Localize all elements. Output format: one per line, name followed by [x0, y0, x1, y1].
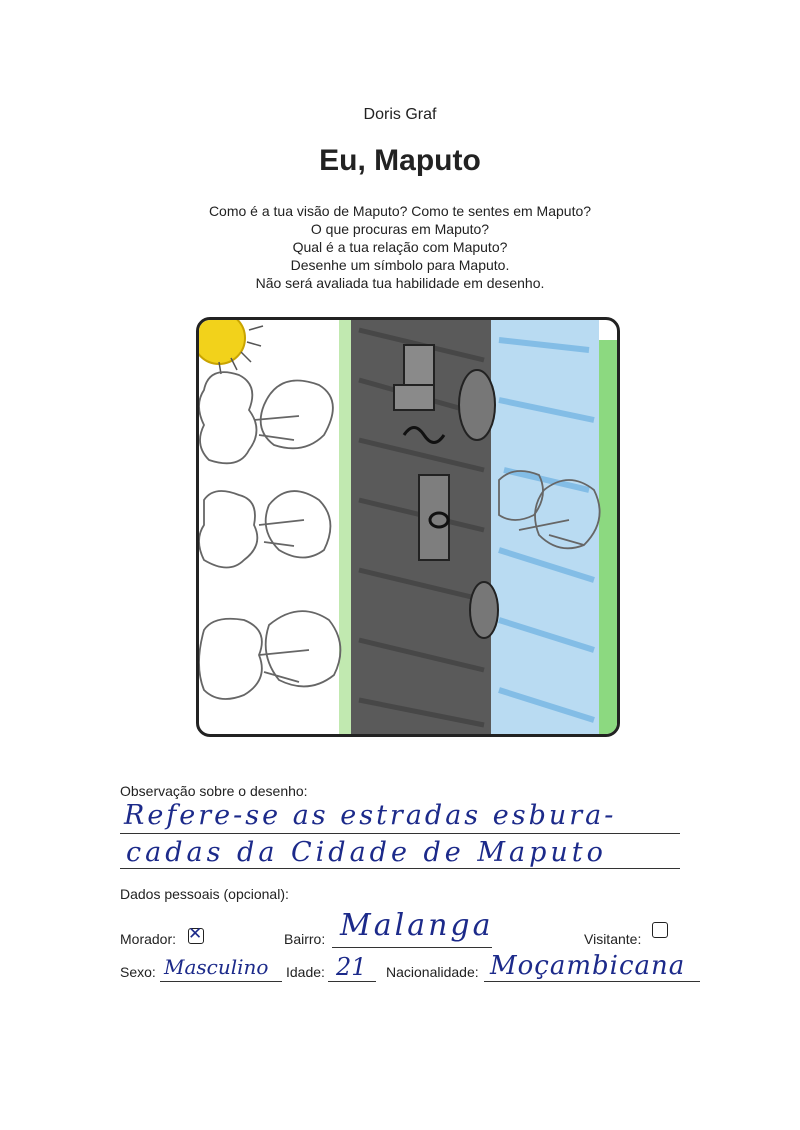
nationality-value: Moçambicana	[490, 951, 686, 981]
grass-strip-right	[597, 340, 617, 734]
water-area	[489, 320, 599, 734]
child-drawing	[199, 320, 617, 734]
prompt-line: Não será avaliada tua habilidade em desenho.	[255, 275, 545, 291]
author-name: Doris Graf	[363, 106, 437, 123]
prompt-line: Desenhe um símbolo para Maputo.	[290, 257, 510, 273]
observation-label: Observação sobre o desenho:	[120, 783, 308, 799]
road-car	[419, 475, 449, 560]
sex-value: Masculino	[164, 955, 269, 979]
rule-line	[120, 868, 680, 869]
road-car	[394, 385, 434, 410]
prompt-text	[0, 202, 800, 292]
age-value: 21	[336, 953, 367, 981]
road-pothole	[470, 582, 498, 638]
visitor-label: Visitante:	[584, 931, 642, 947]
rule-line	[332, 947, 492, 948]
prompt-line: O que procuras em Maputo?	[310, 221, 490, 237]
rule-line	[120, 833, 680, 834]
rule-line	[484, 981, 700, 982]
prompt-line: Como é a tua visão de Maputo? Como te sentes em Maputo?	[208, 203, 592, 219]
prompt-line: Qual é a tua relação com Maputo?	[292, 239, 508, 255]
drawing-frame	[196, 317, 620, 737]
nationality-label: Nacionalidade:	[386, 964, 479, 980]
sun	[199, 320, 245, 364]
sex-label: Sexo:	[120, 964, 156, 980]
rule-line	[160, 981, 282, 982]
resident-label: Morador:	[120, 931, 177, 947]
tree	[199, 491, 330, 568]
page-title: Eu, Maputo	[319, 144, 481, 177]
neighborhood-label: Bairro:	[284, 931, 326, 947]
resident-checkbox[interactable]	[188, 924, 204, 944]
personal-data-label: Dados pessoais (opcional):	[120, 886, 289, 902]
rule-line	[328, 981, 376, 982]
grass-strip-left	[339, 320, 353, 734]
neighborhood-value: Malanga	[340, 908, 494, 943]
visitor-checkbox[interactable]	[652, 922, 668, 938]
road-pothole	[459, 370, 495, 440]
tree	[199, 611, 340, 699]
observation-line-2: cadas da Cidade de Maputo	[126, 837, 607, 868]
observation-line-1: Refere-se as estradas esbura-	[124, 800, 617, 831]
age-label: Idade:	[286, 964, 325, 980]
tree	[199, 372, 333, 463]
checkmark-icon: ✕	[188, 924, 203, 944]
